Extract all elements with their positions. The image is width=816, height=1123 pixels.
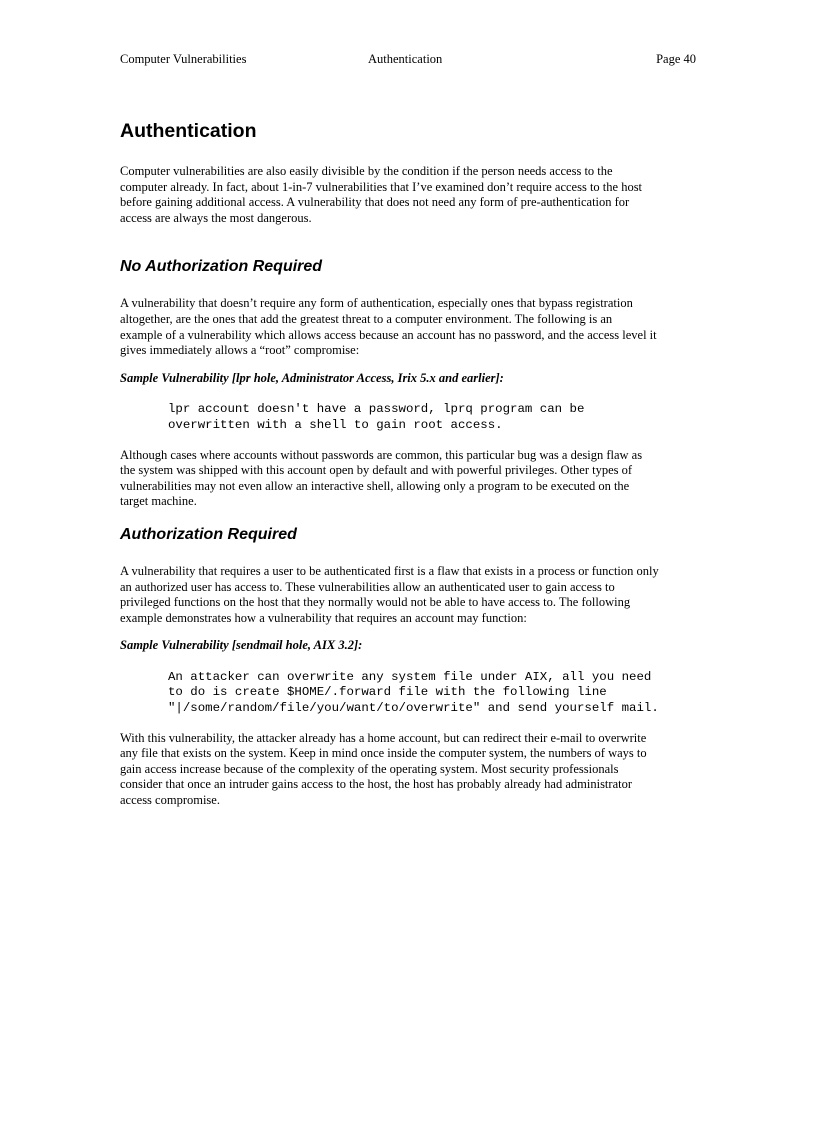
text-line: computer already. In fact, about 1-in-7 vulnerabilities that I’ve examined don’t require access to the host	[120, 179, 643, 194]
code-block-sendmail	[168, 670, 698, 717]
text-line: an authorized user has access to. These vulnerabilities allow an authenticated user to gain access to	[120, 579, 615, 594]
running-header	[120, 52, 696, 68]
code-line: overwritten with a shell to gain root access.	[168, 417, 503, 432]
text-line: example demonstrates how a vulnerability that requires an account may function:	[120, 610, 527, 625]
lpr-explanation-paragraph	[120, 448, 698, 510]
code-block-lpr	[168, 402, 698, 433]
section-title: Authentication	[120, 120, 257, 142]
intro-paragraph	[120, 164, 698, 226]
code-line: An attacker can overwrite any system file under AIX, all you need	[168, 669, 652, 684]
code-line: to do is create $HOME/.forward file with the following line	[168, 685, 607, 700]
text-line: privileged functions on the host that they normally would not be able to have access to. The following	[120, 595, 631, 610]
header-chapter-title: Authentication	[368, 52, 443, 66]
text-line: With this vulnerability, the attacker already has a home account, but can redirect their e-mail to overwrite	[120, 730, 647, 745]
header-page-number: Page 40	[656, 52, 696, 66]
text-line: altogether, are the ones that add the greatest threat to a computer environment. The following is an	[120, 311, 613, 326]
text-line: example of a vulnerability which allows access because an account has no password, and the access level it	[120, 327, 657, 342]
text-line: vulnerabilities may not even allow an interactive shell, allowing only a program to be executed on the	[120, 478, 630, 493]
subsection-title-auth: Authorization Required	[120, 525, 297, 543]
text-line: gain access increase because of the complexity of the operating system. Most security professionals	[120, 761, 619, 776]
text-line: target machine.	[120, 494, 197, 509]
sendmail-explanation-paragraph	[120, 731, 698, 809]
header-book-title: Computer Vulnerabilities	[120, 52, 247, 66]
text-line: A vulnerability that doesn’t require any form of authentication, especially ones that bypass registration	[120, 296, 633, 311]
text-line: before gaining additional access. A vulnerability that does not need any form of pre-authentication for	[120, 195, 630, 210]
text-line: Although cases where accounts without passwords are common, this particular bug was a design flaw as	[120, 447, 643, 462]
text-line: any file that exists on the system. Keep in mind once inside the computer system, the numbers of ways to	[120, 746, 647, 761]
code-line: "|/some/random/file/you/want/to/overwrite" and send yourself mail.	[168, 701, 659, 716]
text-line: gives immediately allows a “root” compromise:	[120, 343, 360, 358]
sample-label-lpr: Sample Vulnerability [lpr hole, Administrator Access, Irix 5.x and earlier]:	[120, 370, 504, 385]
page-content	[120, 118, 698, 809]
code-line: lpr account doesn't have a password, lprq program can be	[168, 402, 585, 417]
auth-paragraph	[120, 564, 698, 626]
subsection-title-no-auth: No Authorization Required	[120, 258, 323, 276]
text-line: consider that once an intruder gains access to the host, the host has probably already had administrator	[120, 777, 632, 792]
text-line: access are always the most dangerous.	[120, 210, 312, 225]
text-line: access compromise.	[120, 793, 220, 808]
text-line: the system was shipped with this account open by default and with powerful privileges. Other types of	[120, 463, 633, 478]
no-auth-paragraph	[120, 296, 698, 358]
text-line: A vulnerability that requires a user to be authenticated first is a flaw that exists in a process or function only	[120, 563, 659, 578]
sample-label-sendmail: Sample Vulnerability [sendmail hole, AIX 3.2]:	[120, 638, 363, 653]
text-line: Computer vulnerabilities are also easily divisible by the condition if the person needs access to the	[120, 164, 613, 178]
